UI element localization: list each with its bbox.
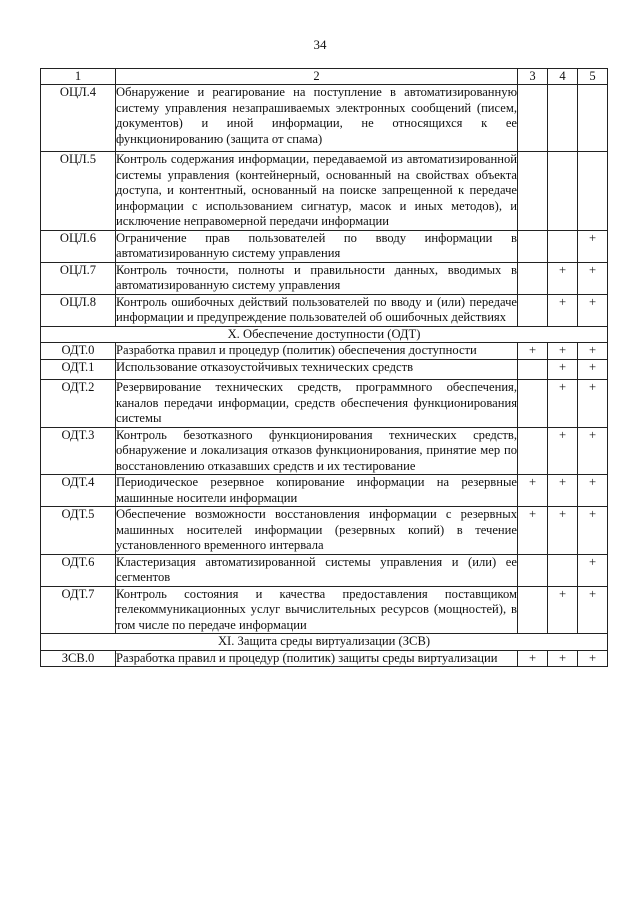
measure-code: ОДТ.7 xyxy=(41,586,116,634)
measure-code: ОДТ.4 xyxy=(41,475,116,507)
measure-description xyxy=(116,507,518,555)
table-row xyxy=(41,152,608,231)
mark-col-4: + xyxy=(548,507,578,555)
measure-description-text: Ограничение прав пользователей по вводу информации в автоматизированную систему управления xyxy=(116,230,517,260)
mark-col-3 xyxy=(518,554,548,586)
section-heading: X. Обеспечение доступности (ОДТ) xyxy=(41,326,608,343)
measure-code: ОЦЛ.7 xyxy=(41,262,116,294)
mark-col-4 xyxy=(548,230,578,262)
measure-description xyxy=(116,554,518,586)
measure-code: ОДТ.5 xyxy=(41,507,116,555)
table-header-row xyxy=(41,69,608,85)
measure-description xyxy=(116,380,518,428)
mark-col-3 xyxy=(518,380,548,428)
mark-col-3: + xyxy=(518,343,548,360)
table-row xyxy=(41,85,608,152)
measure-code: ОДТ.2 xyxy=(41,380,116,428)
mark-col-4: + xyxy=(548,343,578,360)
table-row xyxy=(41,507,608,555)
measure-description-text: Контроль содержания информации, передаваемой из автоматизированной системы управления (контейнерный, основанный на свойствах объекта доступа, и контентный, основанный на поиске запрещенной к передаче информации с использованием сигнатур, масок и иных методов), и исключение неправомерной передачи информации xyxy=(116,152,517,228)
section-heading-row xyxy=(41,326,608,343)
header-col-2: 2 xyxy=(116,69,518,85)
mark-col-5: + xyxy=(578,650,608,667)
measure-description xyxy=(116,262,518,294)
mark-col-3 xyxy=(518,586,548,634)
mark-col-4 xyxy=(548,152,578,231)
measure-description xyxy=(116,230,518,262)
mark-col-5: + xyxy=(578,380,608,428)
measure-code: ОДТ.3 xyxy=(41,427,116,475)
measure-description-text: Контроль состояния и качества предоставления поставщиком телекоммуникационных услуг вычислительных ресурсов (мощностей), в том числе по передаче информации xyxy=(116,586,517,632)
mark-col-4: + xyxy=(548,359,578,380)
mark-col-5: + xyxy=(578,294,608,326)
mark-col-4: + xyxy=(548,475,578,507)
mark-col-5: + xyxy=(578,230,608,262)
measure-description-text: Контроль точности, полноты и правильности данных, вводимых в автоматизированную систему управления xyxy=(116,262,517,292)
mark-col-4 xyxy=(548,85,578,152)
mark-col-3 xyxy=(518,85,548,152)
measure-description xyxy=(116,475,518,507)
measure-description-text: Контроль ошибочных действий пользователей по вводу и (или) передаче информации и предупреждение пользователей об ошибочных действиях xyxy=(116,294,517,324)
mark-col-4: + xyxy=(548,294,578,326)
measure-description-text: Резервирование технических средств, программного обеспечения, каналов передачи информации, средств обеспечения функционирования системы xyxy=(116,380,517,425)
mark-col-5: + xyxy=(578,507,608,555)
mark-col-3 xyxy=(518,427,548,475)
mark-col-3: + xyxy=(518,475,548,507)
mark-col-5: + xyxy=(578,554,608,586)
measure-code: ОЦЛ.4 xyxy=(41,85,116,152)
measure-description xyxy=(116,85,518,152)
measure-code: ОДТ.1 xyxy=(41,359,116,380)
measure-description xyxy=(116,650,518,667)
mark-col-4: + xyxy=(548,650,578,667)
table-row xyxy=(41,554,608,586)
measure-code: ОДТ.6 xyxy=(41,554,116,586)
table-row xyxy=(41,586,608,634)
section-heading: XI. Защита среды виртуализации (ЗСВ) xyxy=(41,634,608,651)
mark-col-3 xyxy=(518,262,548,294)
measure-description-text: Периодическое резервное копирование информации на резервные машинные носители информации xyxy=(116,475,517,505)
mark-col-5: + xyxy=(578,359,608,380)
measure-description-text: Разработка правил и процедур (политик) обеспечения доступности xyxy=(116,343,477,357)
mark-col-5 xyxy=(578,85,608,152)
mark-col-4: + xyxy=(548,380,578,428)
measure-description xyxy=(116,343,518,360)
measure-description xyxy=(116,152,518,231)
mark-col-3 xyxy=(518,152,548,231)
mark-col-3 xyxy=(518,230,548,262)
mark-col-4: + xyxy=(548,427,578,475)
measure-description-text: Обнаружение и реагирование на поступление в автоматизированную систему управления незапрашиваемых электронных сообщений (писем, документов) и иной информации, не относящихся к ее функционированию (защита от спама) xyxy=(116,85,517,146)
mark-col-5: + xyxy=(578,475,608,507)
mark-col-3: + xyxy=(518,650,548,667)
table-row xyxy=(41,380,608,428)
measure-code: ОЦЛ.5 xyxy=(41,152,116,231)
mark-col-3 xyxy=(518,294,548,326)
table-row xyxy=(41,294,608,326)
table-row xyxy=(41,359,608,380)
measure-code: ОДТ.0 xyxy=(41,343,116,360)
table-row xyxy=(41,650,608,667)
mark-col-3: + xyxy=(518,507,548,555)
mark-col-5 xyxy=(578,152,608,231)
table-row xyxy=(41,427,608,475)
mark-col-4 xyxy=(548,554,578,586)
measure-description-text: Использование отказоустойчивых технических средств xyxy=(116,359,414,374)
measure-code: ОЦЛ.6 xyxy=(41,230,116,262)
table-row xyxy=(41,343,608,360)
measure-description xyxy=(116,427,518,475)
measure-description xyxy=(116,359,518,380)
header-col-5: 5 xyxy=(578,69,608,85)
mark-col-3 xyxy=(518,359,548,380)
header-col-3: 3 xyxy=(518,69,548,85)
measure-code: ЗСВ.0 xyxy=(41,650,116,667)
mark-col-5: + xyxy=(578,586,608,634)
table-row xyxy=(41,475,608,507)
measure-code: ОЦЛ.8 xyxy=(41,294,116,326)
measures-table xyxy=(40,68,608,667)
page-number: 34 xyxy=(313,37,327,52)
table-row xyxy=(41,230,608,262)
mark-col-4: + xyxy=(548,586,578,634)
section-heading-row xyxy=(41,634,608,651)
measure-description-text: Контроль безотказного функционирования технических средств, обнаружение и локализация отказов функционирования, принятие мер по восстановлению отказавших средств и их тестирование xyxy=(116,427,517,473)
measure-description-text: Обеспечение возможности восстановления информации с резервных машинных носителей информации (резервных копий) в течение установленного временного интервала xyxy=(116,507,517,552)
header-col-4: 4 xyxy=(548,69,578,85)
measure-description-text: Кластеризация автоматизированной системы управления и (или) ее сегментов xyxy=(116,554,517,584)
measure-description-text: Разработка правил и процедур (политик) защиты среды виртуализации xyxy=(116,650,498,665)
mark-col-5: + xyxy=(578,427,608,475)
header-col-1: 1 xyxy=(41,69,116,85)
table-row xyxy=(41,262,608,294)
measure-description xyxy=(116,586,518,634)
mark-col-4: + xyxy=(548,262,578,294)
mark-col-5: + xyxy=(578,262,608,294)
mark-col-5: + xyxy=(578,343,608,360)
measure-description xyxy=(116,294,518,326)
